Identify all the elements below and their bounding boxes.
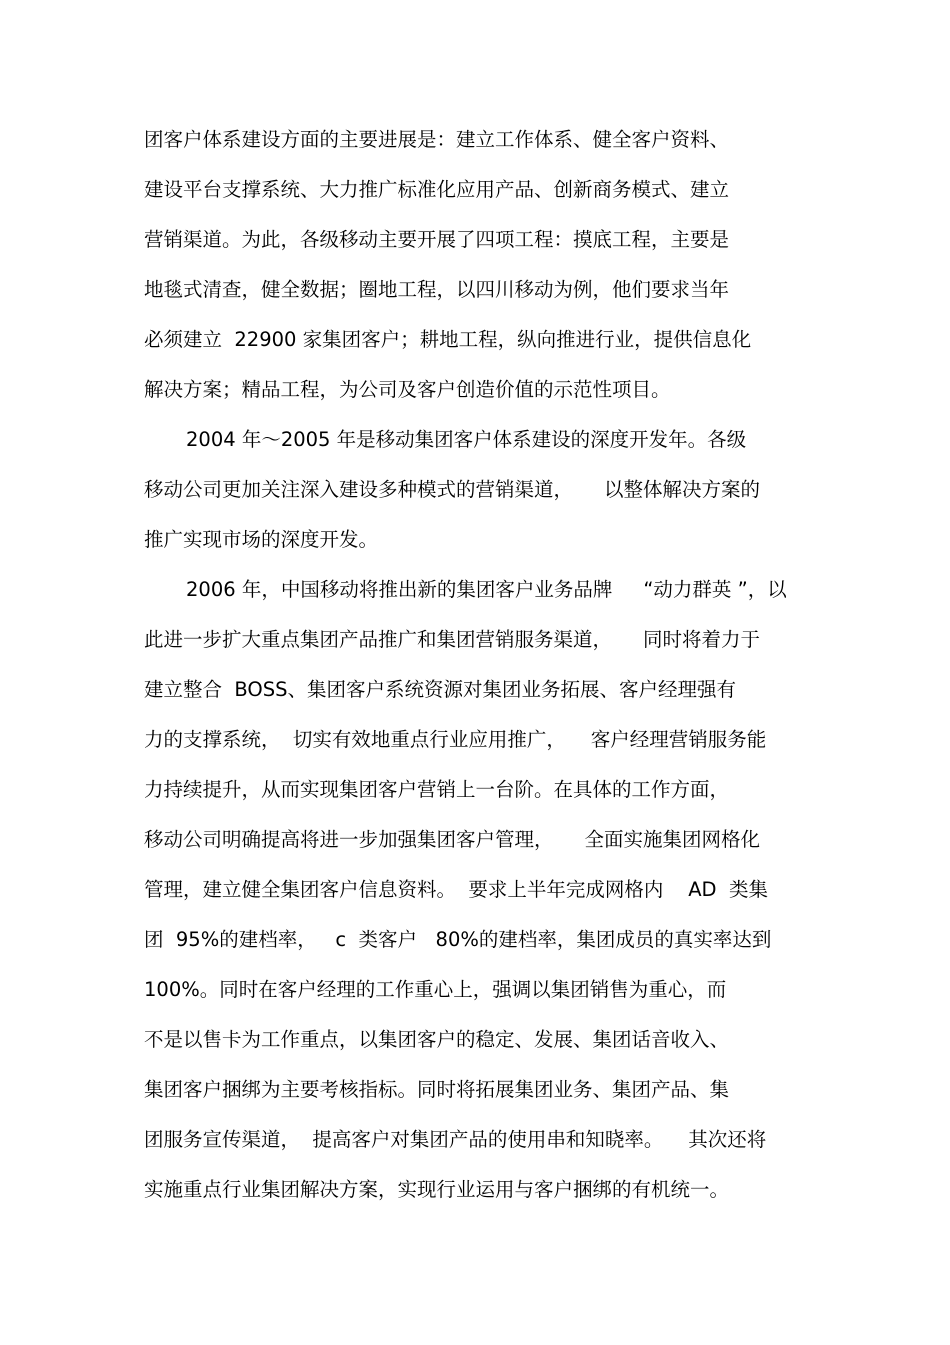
text-line: 管理，建立健全集团客户信息资料。 要求上半年完成网格内 AD 类集	[144, 878, 768, 901]
text-line: 推广实现市场的深度开发。	[144, 528, 379, 551]
text-line: 建立整合 BOSS、集团客户系统资源对集团业务拓展、客户经理强有	[144, 678, 737, 701]
text-line: 解决方案；精品工程，为公司及客户创造价值的示范性项目。	[144, 378, 671, 401]
text-line: 100%。同时在客户经理的工作重心上，强调以集团销售为重心，而	[144, 978, 727, 1001]
text-line: 地毯式清查，健全数据；圈地工程，以四川移动为例，他们要求当年	[144, 278, 730, 301]
text-line: 必须建立 22900 家集团客户；耕地工程，纵向推进行业，提供信息化	[144, 328, 752, 351]
paragraph-first-line: 2006 年，中国移动将推出新的集团客户业务品牌 “动力群英 ”，以	[186, 578, 787, 601]
text-line: 不是以售卡为工作重点，以集团客户的稳定、发展、集团话音收入、	[144, 1028, 730, 1051]
text-line: 力持续提升，从而实现集团客户营销上一台阶。在具体的工作方面，	[144, 778, 730, 801]
text-line: 团 95%的建档率， c 类客户 80%的建档率，集团成员的真实率达到	[144, 928, 772, 951]
paragraph-first-line: 2004 年～2005 年是移动集团客户体系建设的深度开发年。各级	[186, 428, 747, 451]
text-line: 移动公司明确提高将进一步加强集团客户管理， 全面实施集团网格化	[144, 828, 760, 851]
text-line: 此进一步扩大重点集团产品推广和集团营销服务渠道， 同时将着力于	[144, 628, 760, 651]
text-line: 力的支撑系统， 切实有效地重点行业应用推广， 客户经理营销服务能	[144, 728, 767, 751]
text-line: 团服务宣传渠道， 提高客户对集团产品的使用串和知晓率。 其次还将	[144, 1128, 767, 1151]
text-line: 建设平台支撑系统、大力推广标准化应用产品、创新商务模式、建立	[144, 178, 730, 201]
text-line: 移动公司更加关注深入建设多种模式的营销渠道， 以整体解决方案的	[144, 478, 760, 501]
text-line: 团客户体系建设方面的主要进展是：建立工作体系、健全客户资料、	[144, 128, 730, 151]
text-line: 实施重点行业集团解决方案，实现行业运用与客户捆绑的有机统一。	[144, 1178, 730, 1201]
text-line: 集团客户捆绑为主要考核指标。同时将拓展集团业务、集团产品、集	[144, 1078, 730, 1101]
text-line: 营销渠道。为此，各级移动主要开展了四项工程：摸底工程，主要是	[144, 228, 730, 251]
